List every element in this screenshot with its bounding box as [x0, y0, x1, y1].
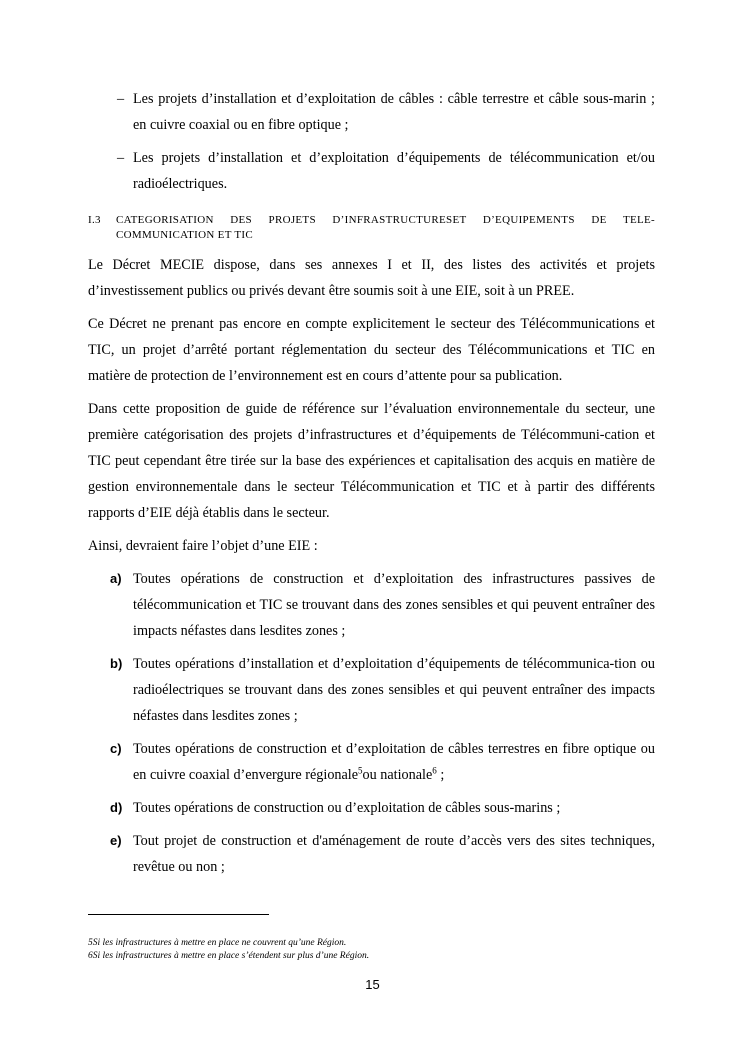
dash-text: Les projets d’installation et d’exploitation d’équipements de télécommunication et/ou radioélectriques.	[133, 150, 655, 192]
footnote: 6Si les infrastructures à mettre en place s’étendent sur plus d’une Région.	[88, 951, 370, 961]
list-text: ;	[436, 767, 445, 783]
dash-marker: –	[117, 150, 125, 166]
list-item	[88, 651, 655, 729]
list-item	[88, 828, 655, 880]
list-label: b)	[110, 656, 123, 671]
paragraph: Ce Décret ne prenant pas encore en compte explicitement le secteur des Télécommunications et TIC, un projet d’arrêté portant réglementation du secteur des Télécommunications et TIC en matière de protection de l’environnement est en cours d’attente pour sa publication.	[88, 316, 655, 384]
dash-item	[88, 145, 655, 197]
list-label: d)	[110, 800, 123, 815]
section-title: CATEGORISATION DES PROJETS D’INFRASTRUCTURESET D’EQUIPEMENTS DE TELE-COMMUNICATION ET TIC	[116, 214, 655, 241]
list-label: c)	[110, 741, 122, 756]
footnote-ref[interactable]: 5	[358, 765, 363, 776]
list-text: Toutes opérations de construction et d’exploitation de câbles terrestres en fibre optique ou en cuivre coaxial d’envergure régionale	[133, 741, 655, 783]
paragraph: Le Décret MECIE dispose, dans ses annexes I et II, des listes des activités et projets d’investissement publics ou privés devant être soumis soit à une EIE, soit à un PREE.	[88, 257, 655, 299]
section-heading	[88, 213, 655, 243]
list-text: Tout projet de construction et d'aménagement de route d’accès vers des sites techniques, revêtue ou non ;	[133, 833, 655, 875]
list-text: Toutes opérations d’installation et d’exploitation d’équipements de télécommunica-tion ou radioélectriques se trouvant dans des zones sensibles et qui peuvent entraîner des impacts néfastes dans lesdites zones ;	[133, 656, 655, 724]
list-item	[88, 736, 655, 788]
page-body	[88, 86, 655, 887]
list-item	[88, 795, 655, 821]
footnote-separator	[88, 914, 269, 915]
dash-marker: –	[117, 91, 125, 107]
list-text: Toutes opérations de construction ou d’exploitation de câbles sous-marins ;	[133, 800, 561, 816]
list-label: a)	[110, 571, 122, 586]
list-text: Toutes opérations de construction et d’exploitation des infrastructures passives de télécommunication et TIC se trouvant dans des zones sensibles et qui peuvent entraîner des impacts néfastes dans lesdites zones ;	[133, 571, 655, 639]
footnote: 5Si les infrastructures à mettre en place ne couvrent qu’une Région.	[88, 938, 347, 948]
list-label: e)	[110, 833, 122, 848]
page-number: 15	[365, 977, 380, 992]
list-text: ou nationale	[362, 767, 433, 783]
dash-item	[88, 86, 655, 138]
section-number: I.3	[88, 214, 101, 226]
dash-text: Les projets d’installation et d’exploitation de câbles : câble terrestre et câble sous-marin ; en cuivre coaxial ou en fibre optique ;	[133, 91, 655, 133]
paragraph: Ainsi, devraient faire l’objet d’une EIE :	[88, 538, 318, 554]
paragraph: Dans cette proposition de guide de référence sur l’évaluation environnementale du secteur, une première catégorisation des projets d’infrastructures et d’équipements de Télécommuni-cation et TIC peut cependant être tirée sur la base des expériences et capitalisation des acquis en matière de gestion environnementale dans le secteur Télécommunication et TIC et à partir des différents rapports d’EIE déjà établis dans le secteur.	[88, 401, 655, 521]
list-item	[88, 566, 655, 644]
footnote-ref[interactable]: 6	[432, 765, 437, 776]
